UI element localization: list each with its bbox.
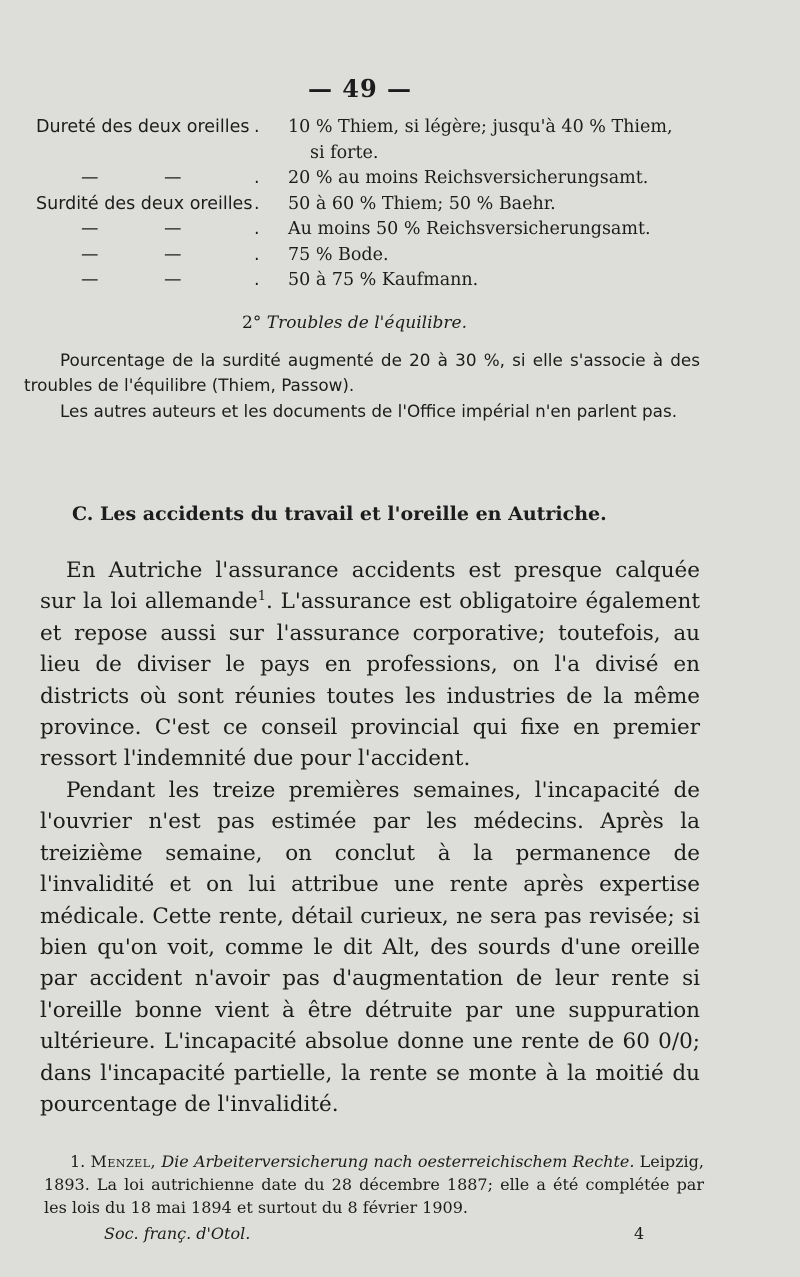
row-value: si forte. — [310, 142, 379, 163]
leader-dot: . — [254, 244, 260, 265]
list-row — [36, 245, 736, 271]
leader-dot: . — [254, 117, 260, 137]
subheading-number: 2° — [242, 313, 262, 333]
list-row — [36, 219, 736, 245]
footnote-author: Menzel, — [90, 1152, 157, 1171]
leader-dot: . — [254, 168, 260, 188]
leader-dot: . — [254, 219, 260, 239]
row-value: Au moins 50 % Reichsversicherungsamt. — [288, 219, 651, 239]
ditto-dash: — — [164, 244, 182, 265]
leader-dot: . — [254, 193, 260, 214]
ditto-dash: — — [164, 168, 182, 188]
body-paragraph: Pendant les treize premières semaines, l'incapacité de l'ouvrier n'est pas estimée par les médecins. Après la treizième semaine, on conclut à la permanence de l'invalidité et on lui attribue une rente après expertise médicale. Cette rente, détail curieux, ne sera pas revisée; si bien qu'on voit, comme le dit Alt, des sourds d'une oreille par accident n'avoir pas d'augmentation de leur rente si l'oreille bonne vient à être détruite par une suppuration ultérieure. L'incapacité absolue donne une rente de 60 0/0; dans l'incapacité partielle, la rente se monte à la moitié du pourcentage de l'invalidité. — [40, 778, 700, 1118]
row-value: 50 à 60 % Thiem; 50 % Baehr. — [288, 193, 556, 214]
footnote-number: 1. — [70, 1152, 86, 1171]
row-label: Dureté des deux oreilles — [36, 117, 250, 137]
ditto-dash: — — [81, 270, 99, 290]
row-value: 50 à 75 % Kaufmann. — [288, 270, 479, 290]
ditto-dash: — — [164, 270, 182, 290]
ditto-dash: — — [81, 244, 99, 265]
list-row — [36, 168, 736, 194]
row-value: 20 % au moins Reichsversicherungsamt. — [288, 168, 649, 188]
ditto-dash: — — [164, 219, 182, 239]
percentage-list — [36, 117, 736, 296]
list-row — [36, 270, 736, 296]
footnote — [44, 1150, 704, 1219]
body-text: En Autriche l'assurance accidents est presque calquée sur la loi allemande — [40, 558, 700, 615]
list-row — [36, 143, 736, 169]
footnote-reference: 1 — [257, 589, 267, 605]
subheading — [242, 313, 467, 333]
signature-mark: Soc. franç. d'Otol. — [104, 1224, 251, 1243]
footnote-text: Leipzig, 1893. La loi autrichienne date du 28 décembre 1887; elle a été complétée par les lois du 18 mai 1894 et surtout du 8 février 1909. — [44, 1152, 704, 1217]
section-heading: C. Les accidents du travail et l'oreille en Autriche. — [72, 503, 607, 525]
footnote-title: Die Arbeiterversicherung nach oesterreichischem Rechte. — [161, 1152, 635, 1171]
row-value: 75 % Bode. — [288, 244, 389, 265]
subheading-title: Troubles de l'équilibre. — [266, 313, 468, 333]
list-row — [36, 194, 736, 220]
ditto-dash: — — [81, 219, 99, 239]
leader-dot: . — [254, 270, 260, 290]
row-label: Surdité des deux oreilles — [36, 193, 253, 214]
page-number: — 49 — — [307, 74, 413, 103]
paragraph-small: Les autres auteurs et les documents de l'Office impérial n'en parlent pas. — [60, 401, 678, 421]
body-text: . L'assurance est obligatoire également et repose aussi sur l'assurance corporative; toutefois, au lieu de diviser le pays en professions, on l'a divisé en districts où sont réunies toutes les industries de la même province. C'est ce conseil provincial qui fixe en premier ressort l'indemnité due pour l'accident. — [40, 589, 701, 772]
body-paragraph — [40, 555, 700, 775]
ditto-dash: — — [81, 168, 99, 188]
row-value: 10 % Thiem, si légère; jusqu'à 40 % Thiem, — [288, 117, 673, 137]
paragraph-small: Pourcentage de la surdité augmenté de 20 à 30 %, si elle s'associe à des troubles de l'équilibre (Thiem, Passow). — [24, 350, 700, 395]
signature-number: 4 — [634, 1224, 645, 1243]
list-row — [36, 117, 736, 143]
